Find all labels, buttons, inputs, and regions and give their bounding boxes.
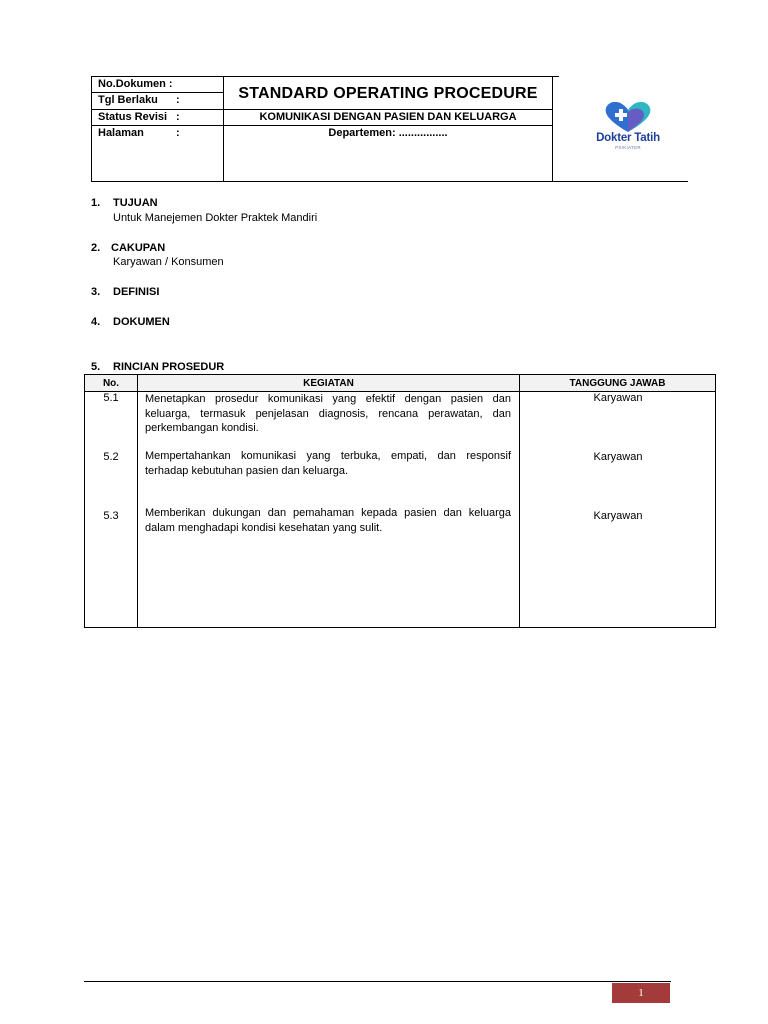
department-field: Departemen: ................	[328, 127, 448, 139]
table-row-2-no: 5.2	[103, 451, 119, 463]
logo-tagline: PSIKIATER	[615, 145, 641, 150]
page-number-badge: 1	[612, 983, 670, 1003]
table-row-3-no: 5.3	[103, 510, 119, 522]
meta-colon-halaman: :	[176, 127, 180, 139]
heart-cross-logo-icon	[588, 100, 668, 134]
meta-colon-tgl-berlaku: :	[176, 94, 180, 106]
column-header-no: No.	[85, 375, 137, 391]
meta-colon-status-revisi: :	[176, 111, 180, 123]
header-border-bottom	[91, 181, 688, 182]
meta-label-no-dokumen: No.Dokumen :	[98, 78, 173, 90]
header-divider-logo	[552, 76, 553, 182]
table-row-2-activity: Mempertahankan komunikasi yang terbuka, empati, dan responsif terhadap kebutuhan pasien dan keluarga.	[145, 450, 511, 477]
section-3-number: 3.	[91, 286, 101, 298]
meta-label-status-revisi: Status Revisi	[98, 111, 168, 123]
section-1-number: 1.	[91, 197, 101, 209]
table-row-1-activity: Menetapkan prosedur komunikasi yang efektif dengan pasien dan keluarga, termasuk penjelasan diagnosis, rencana perawatan, dan perkembangan kondisi.	[145, 393, 511, 434]
table-row-3-responsible: Karyawan	[593, 510, 643, 522]
table-row-1-responsible: Karyawan	[593, 392, 643, 404]
section-1-title: TUJUAN	[113, 197, 158, 209]
logo-name: Dokter Tatih	[596, 132, 660, 144]
meta-label-tgl-berlaku: Tgl Berlaku	[98, 94, 158, 106]
column-header-kegiatan: KEGIATAN	[138, 375, 519, 391]
table-row-3-activity: Memberikan dukungan dan pemahaman kepada pasien dan keluarga dalam menghadapi kondisi kesehatan yang sulit.	[145, 507, 511, 534]
section-5-number: 5.	[91, 361, 101, 373]
footer-divider	[84, 981, 671, 982]
table-col-divider-1	[137, 375, 138, 627]
section-1-body: Untuk Manejemen Dokter Praktek Mandiri	[113, 212, 318, 224]
meta-label-halaman: Halaman	[98, 127, 144, 139]
column-header-tanggung-jawab: TANGGUNG JAWAB	[520, 375, 715, 391]
section-4-title: DOKUMEN	[113, 316, 170, 328]
section-2-number: 2.	[91, 242, 101, 254]
section-5-title: RINCIAN PROSEDUR	[113, 361, 225, 373]
table-row-1-no: 5.1	[103, 392, 119, 404]
table-row-2-responsible: Karyawan	[593, 451, 643, 463]
section-3-title: DEFINISI	[113, 286, 160, 298]
clinic-logo	[588, 100, 668, 160]
section-4-number: 4.	[91, 316, 101, 328]
sop-subtitle: KOMUNIKASI DENGAN PASIEN DAN KELUARGA	[259, 111, 517, 123]
section-2-title: CAKUPAN	[111, 242, 166, 254]
section-2-body: Karyawan / Konsumen	[113, 256, 224, 268]
procedure-table	[84, 374, 716, 628]
table-col-divider-2	[519, 375, 520, 627]
sop-title: STANDARD OPERATING PROCEDURE	[238, 85, 538, 102]
